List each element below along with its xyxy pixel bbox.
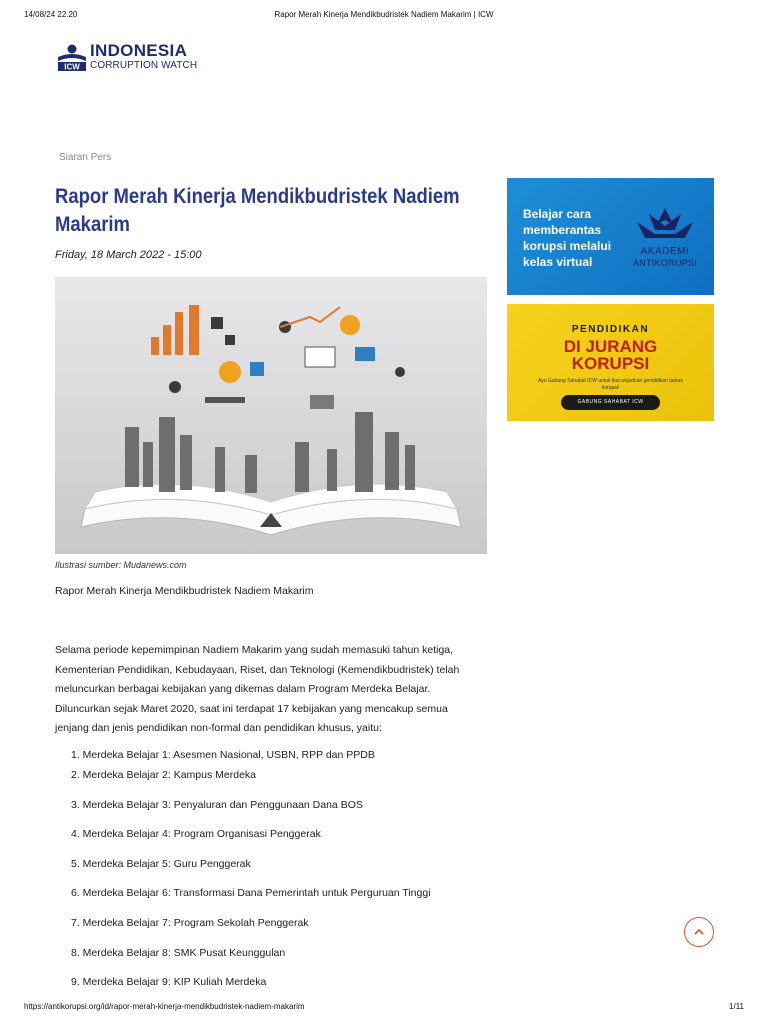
print-url: https://antikorupsi.org/id/rapor-merah-kinerja-mendikbudristek-nadiem-makarim: [24, 1002, 305, 1011]
print-header: [24, 10, 744, 22]
article-date: Friday, 18 March 2022 - 15:00: [55, 249, 202, 261]
list-item: 7. Merdeka Belajar 7: Program Sekolah Penggerak: [71, 917, 309, 929]
akademi-logo-icon: [627, 204, 703, 244]
breadcrumb-category[interactable]: Siaran Pers: [59, 152, 112, 163]
scroll-top-button[interactable]: [684, 917, 714, 947]
logo-line1: INDONESIA: [90, 41, 188, 60]
logo-line2: CORRUPTION WATCH: [90, 60, 198, 71]
ad-akademi-brand-line1: AKADEMI: [640, 246, 690, 257]
ad-akademi-brand-line2: ANTIKORUPSI: [632, 258, 698, 268]
list-item: 2. Merdeka Belajar 2: Kampus Merdeka: [71, 769, 257, 781]
ad-pendidikan-korupsi[interactable]: [507, 304, 714, 421]
hero-illustration: [55, 277, 487, 554]
article-intro: Selama periode kepemimpinan Nadiem Makarim yang sudah memasuki tahun ketiga, Kementerian Pendidikan, Kebudayaan, Riset, dan Teknologi (Kemendikbudristek) telah meluncurkan berbagai kebijakan yang dikemas dalam Program Merdeka Belajar. Diluncurkan sejak Maret 2020, saat ini terdapat 17 kebijakan yang mencakup semua jenjang dan jenis pendidikan non-formal dan pendidikan khusus, yaitu:: [55, 644, 460, 734]
logo-abbr: ICW: [64, 62, 80, 72]
site-logo[interactable]: [56, 40, 216, 74]
image-caption: Ilustrasi sumber: Mudanews.com: [55, 560, 187, 570]
ad-pendidikan-kicker: PENDIDIKAN: [571, 324, 650, 335]
hero-image: [55, 277, 487, 554]
ad-akademi-text: Belajar cara memberantas korupsi melalui kelas virtual: [523, 207, 612, 269]
list-item: 4. Merdeka Belajar 4: Program Organisasi Penggerak: [71, 828, 321, 840]
list-item: 9. Merdeka Belajar 9: KIP Kuliah Merdeka: [71, 976, 267, 988]
print-page-number: 1/11: [729, 1002, 744, 1011]
ad-pendidikan-cta: GABUNG SAHABAT ICW: [561, 395, 660, 410]
list-item: 5. Merdeka Belajar 5: Guru Penggerak: [71, 858, 251, 870]
icw-logo-icon: [56, 42, 88, 72]
print-datetime: 14/08/24 22.20: [24, 10, 78, 19]
print-footer: [24, 1002, 744, 1014]
print-doc-title: Rapor Merah Kinerja Mendikbudristek Nadiem Makarim | ICW: [274, 10, 494, 19]
list-item: 3. Merdeka Belajar 3: Penyaluran dan Penggunaan Dana BOS: [71, 799, 363, 811]
ad-akademi-antikorupsi[interactable]: [507, 178, 714, 295]
page-title: Rapor Merah Kinerja Mendikbudristek Nadiem Makarim: [55, 185, 460, 236]
ad-pendidikan-headline2: KORUPSI: [571, 354, 650, 373]
ad-pendidikan-headline1: DI JURANG: [563, 337, 658, 356]
list-item: 6. Merdeka Belajar 6: Transformasi Dana Pemerintah untuk Perguruan Tinggi: [71, 887, 431, 899]
article-subtitle: Rapor Merah Kinerja Mendikbudristek Nadiem Makarim: [55, 585, 314, 597]
list-item: 1. Merdeka Belajar 1: Asesmen Nasional, USBN, RPP dan PPDB: [71, 749, 375, 761]
ad-pendidikan-small: Ayo Gabung Sahabat ICW untuk ikut wujudkan pendidikan bebas korupsi!: [538, 378, 683, 391]
chevron-up-icon: [694, 928, 704, 936]
list-item: 8. Merdeka Belajar 8: SMK Pusat Keunggulan: [71, 947, 286, 959]
